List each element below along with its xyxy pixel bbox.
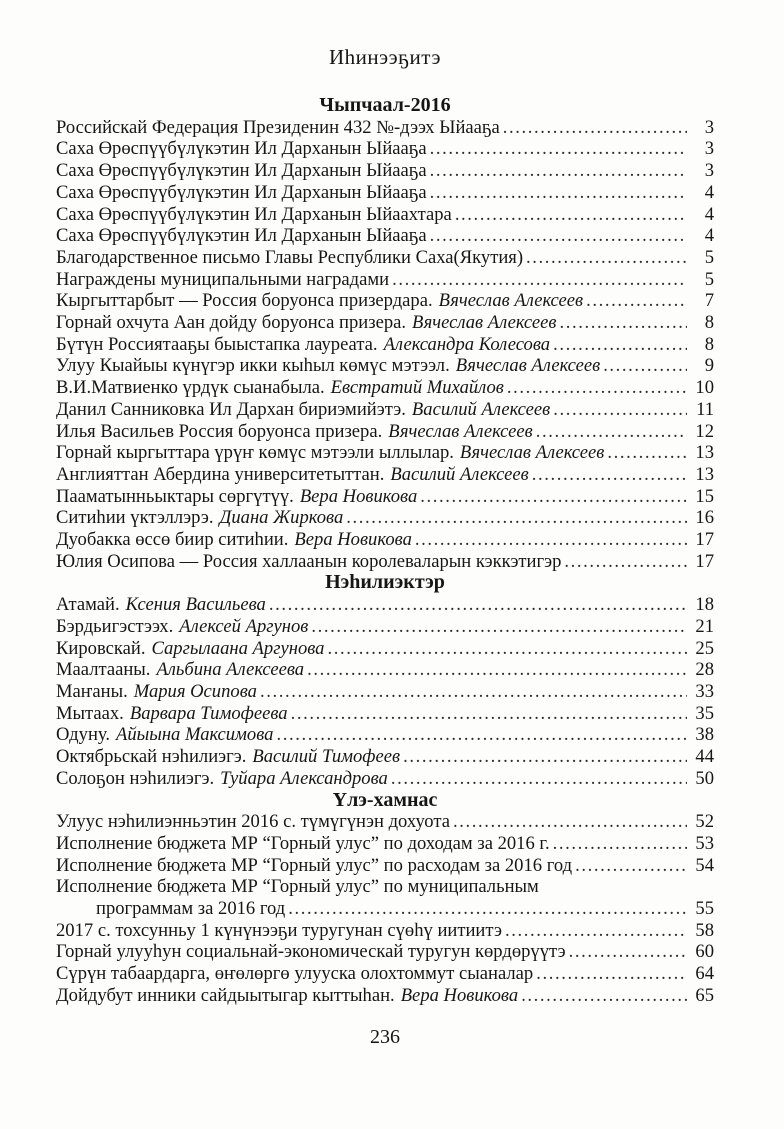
- entry-title: Горнай охчута Аан дойду боруонса призера.: [56, 312, 407, 334]
- toc-entry: [56, 920, 714, 942]
- entry-author: Алексей Аргунов: [179, 615, 309, 637]
- entry-title: Дуобакка өссө биир ситиһии.: [56, 529, 289, 551]
- dot-leader: [536, 963, 687, 985]
- entry-page-number: 18: [695, 594, 714, 616]
- toc-entry: [56, 833, 714, 855]
- entry-title: Атамай.: [56, 594, 120, 616]
- entry-page-number: 65: [695, 984, 714, 1006]
- entry-title: Исполнение бюджета МР “Горный улус” по расходам за 2016 год: [56, 854, 573, 876]
- entry-author: Саргылаана Аргунова: [151, 637, 325, 659]
- dot-leader: [532, 464, 687, 486]
- toc-entry: [56, 941, 714, 963]
- entry-author: Вячеслав Алексеев: [438, 290, 584, 312]
- toc-entry: [56, 204, 714, 226]
- entry-title: Ситиһии үктэллэрэ.: [56, 507, 214, 529]
- dot-leader: [327, 638, 687, 660]
- entry-title: Горнай кыргыттара үрүҥ көмүс мэтээли ыллылар.: [56, 442, 454, 464]
- entry-title: Сүрүн табаардарга, өҥөлөргө улууска олохтоммут сыаналар: [56, 963, 534, 985]
- dot-leader: [430, 138, 687, 160]
- entry-page-number: 16: [695, 507, 714, 529]
- toc-entry: [56, 334, 714, 356]
- entry-page-number: 11: [696, 398, 714, 420]
- toc-entry: [56, 182, 714, 204]
- entry-page-number: 58: [695, 919, 714, 941]
- entry-author: Василий Алексеев: [411, 398, 551, 420]
- entry-title: 2017 с. тохсунньу 1 күнүнээҕи туругунан сүөһү иитиитэ: [56, 919, 502, 941]
- entry-page-number: 12: [695, 420, 714, 442]
- toc-entry: [56, 355, 714, 377]
- dot-leader: [346, 507, 687, 529]
- entry-author: Туйара Александрова: [220, 767, 388, 789]
- entry-page-number: 4: [704, 181, 714, 203]
- entry-page-number: 3: [704, 116, 714, 138]
- toc-entry: [56, 269, 714, 291]
- entry-title: Илья Васильев Россия боруонса призера.: [56, 420, 383, 442]
- toc-entry: [56, 290, 714, 312]
- entry-page-number: 4: [704, 203, 714, 225]
- entry-title: Кировскай.: [56, 637, 146, 659]
- toc-entry: [56, 768, 714, 790]
- toc-entry: [56, 117, 714, 139]
- toc-entry: [56, 724, 714, 746]
- toc-entry: [56, 551, 714, 573]
- dot-leader: [553, 334, 687, 356]
- entry-author: Василий Алексеев: [390, 463, 529, 485]
- toc-entry: [56, 421, 714, 443]
- entry-title: Юлия Осипова — Россия халлаанын королеваларын кэккэтигэр: [56, 550, 562, 572]
- entry-page-number: 9: [704, 355, 714, 377]
- dot-leader: [311, 616, 687, 638]
- entry-title: Англияттан Абердина университетыттан.: [56, 463, 385, 485]
- toc-entry: [56, 616, 714, 638]
- entry-author: Вячеслав Алексеев: [388, 420, 533, 442]
- entry-title: Саха Өрөспүүбүлүкэтин Ил Дарханын Ыйааҕа: [56, 138, 427, 160]
- dot-leader: [453, 811, 687, 833]
- entry-author: Вера Новикова: [299, 485, 418, 507]
- toc-entry: [56, 963, 714, 985]
- dot-leader: [455, 204, 687, 226]
- entry-author: Василий Тимофеев: [252, 746, 401, 768]
- entry-title: Саха Өрөспүүбүлүкэтин Ил Дарханын Ыйааҕа: [56, 160, 427, 182]
- entry-page-number: 35: [695, 702, 714, 724]
- entry-title: Бүтүн Россиятааҕы быыстапка лауреата.: [56, 333, 378, 355]
- entry-author: Вячеслав Алексеев: [412, 312, 557, 334]
- dot-leader: [575, 855, 687, 877]
- entry-page-number: 13: [695, 442, 714, 464]
- toc-entry: [56, 247, 714, 269]
- toc-entry: [56, 898, 714, 920]
- dot-leader: [560, 312, 688, 334]
- toc-entry: [56, 312, 714, 334]
- dot-leader: [288, 898, 687, 920]
- entry-page-number: 64: [695, 963, 714, 985]
- section-header: Үлэ-хамнас: [332, 788, 438, 811]
- entry-page-number: 17: [695, 529, 714, 551]
- entry-page-number: 54: [695, 854, 714, 876]
- entry-page-number: 15: [695, 485, 714, 507]
- entry-title: Улуус нэһилиэнньэтин 2016 с. түмүгүнэн дохуота: [56, 811, 450, 833]
- dot-leader: [569, 941, 687, 963]
- entry-title: Октябрьскай нэһилиэгэ.: [56, 746, 247, 768]
- entry-author: Евстратий Михайлов: [330, 377, 504, 399]
- entry-title: В.И.Матвиенко үрдүк сыанабыла.: [56, 377, 325, 399]
- toc-entry: [56, 225, 714, 247]
- toc-entry: [56, 529, 714, 551]
- entry-title: Благодарственное письмо Главы Республики Саха(Якутия): [56, 246, 524, 268]
- entry-page-number: 13: [695, 463, 714, 485]
- entry-title: Пааматынньыктары сөргүтүү.: [56, 485, 294, 507]
- dot-leader: [564, 551, 687, 573]
- toc-entry: [56, 638, 714, 660]
- entry-title: Улуу Кыайыы күнүгэр икки кыһыл көмүс мэтээл.: [56, 355, 450, 377]
- toc-entry: [56, 681, 714, 703]
- dot-leader: [505, 920, 687, 942]
- page-title: Иһинээҕитэ: [329, 45, 441, 69]
- table-of-contents: [56, 95, 714, 1007]
- dot-leader: [526, 247, 687, 269]
- dot-leader: [553, 833, 687, 855]
- entry-author: Варвара Тимофеева: [129, 702, 288, 724]
- entry-page-number: 17: [695, 550, 714, 572]
- toc-entry: [56, 876, 714, 898]
- entry-title: Кыргыттарбыт — Россия боруонса призердара.: [56, 290, 433, 312]
- toc-entry: [56, 442, 714, 464]
- entry-title: Мытаах.: [56, 702, 124, 724]
- entry-author: Вячеслав Алексеев: [459, 442, 605, 464]
- dot-leader: [391, 768, 687, 790]
- dot-leader: [603, 355, 687, 377]
- dot-leader: [420, 486, 687, 508]
- entry-title: Исполнение бюджета МР “Горный улус” по доходам за 2016 г.: [56, 832, 550, 854]
- entry-page-number: 21: [695, 615, 714, 637]
- entry-title: Маҥаны.: [56, 680, 128, 702]
- entry-page-number: 50: [695, 767, 714, 789]
- entry-title: Данил Санниковка Ил Дархан бириэмийэтэ.: [56, 398, 406, 420]
- section-header: Чыпчаал-2016: [319, 94, 451, 116]
- entry-page-number: 3: [704, 138, 714, 160]
- entry-author: Мария Осипова: [133, 680, 257, 702]
- toc-entry: [56, 138, 714, 160]
- entry-page-number: 10: [695, 377, 714, 399]
- entry-author: Альбина Алексеева: [156, 659, 305, 681]
- dot-leader: [536, 421, 687, 443]
- entry-author: Айыына Максимова: [115, 724, 274, 746]
- entry-page-number: 5: [704, 268, 714, 290]
- dot-leader: [553, 399, 687, 421]
- entry-page-number: 60: [695, 941, 714, 963]
- entry-page-number: 28: [695, 659, 714, 681]
- dot-leader: [392, 269, 687, 291]
- section-header: Нэһилиэктэр: [325, 571, 445, 594]
- entry-title: Маалтааны.: [56, 659, 151, 681]
- entry-title: Солоҕон нэһилиэгэ.: [56, 767, 215, 789]
- entry-author: Вера Новикова: [294, 529, 412, 551]
- entry-page-number: 5: [704, 246, 714, 268]
- toc-entry: [56, 746, 714, 768]
- entry-title: Исполнение бюджета МР “Горный улус” по муниципальным: [56, 876, 539, 898]
- entry-title: Бэрдьигэстээх.: [56, 615, 174, 637]
- entry-author: Вячеслав Алексеев: [455, 355, 601, 377]
- dot-leader: [430, 182, 687, 204]
- entry-page-number: 53: [695, 832, 714, 854]
- toc-entry: [56, 985, 714, 1007]
- dot-leader: [291, 703, 687, 725]
- entry-title: программам за 2016 год: [96, 898, 286, 920]
- toc-entry: [56, 486, 714, 508]
- entry-page-number: 4: [704, 225, 714, 247]
- dot-leader: [269, 594, 687, 616]
- entry-author: Александра Колесова: [383, 333, 551, 355]
- entry-page-number: 44: [695, 746, 714, 768]
- entry-title: Дойдубут инники сайдыытыгар кыттыһан.: [56, 984, 395, 1006]
- dot-leader: [430, 225, 687, 247]
- toc-entry: [56, 855, 714, 877]
- dot-leader: [586, 290, 687, 312]
- entry-page-number: 8: [704, 333, 714, 355]
- entry-page-number: 55: [695, 898, 714, 920]
- entry-page-number: 8: [704, 312, 714, 334]
- dot-leader: [276, 724, 687, 746]
- entry-author: Вера Новикова: [400, 984, 519, 1006]
- entry-title: Саха Өрөспүүбүлүкэтин Ил Дарханын Ыйаахтара: [56, 203, 452, 225]
- dot-leader: [307, 659, 687, 681]
- entry-page-number: 33: [695, 680, 714, 702]
- toc-entry: [56, 160, 714, 182]
- entry-page-number: 3: [704, 160, 714, 182]
- dot-leader: [415, 529, 687, 551]
- dot-leader: [260, 681, 687, 703]
- entry-title: Саха Өрөспүүбүлүкэтин Ил Дарханын Ыйааҕа: [56, 181, 427, 203]
- dot-leader: [430, 160, 687, 182]
- entry-page-number: 7: [704, 290, 714, 312]
- entry-title: Одуну.: [56, 724, 110, 746]
- toc-entry: [56, 703, 714, 725]
- dot-leader: [607, 442, 687, 464]
- dot-leader: [503, 117, 687, 139]
- toc-entry: [56, 811, 714, 833]
- dot-leader: [507, 377, 687, 399]
- dot-leader: [403, 746, 687, 768]
- toc-entry: [56, 594, 714, 616]
- entry-title: Горнай улууһун социальнай-экономическай туругун көрдөрүүтэ: [56, 941, 566, 963]
- toc-entry: [56, 464, 714, 486]
- entry-page-number: 52: [695, 811, 714, 833]
- toc-entry: [56, 507, 714, 529]
- entry-page-number: 25: [695, 637, 714, 659]
- toc-entry: [56, 399, 714, 421]
- page-number: 236: [370, 1025, 400, 1048]
- entry-page-number: 38: [695, 724, 714, 746]
- entry-author: Диана Жиркова: [219, 507, 344, 529]
- entry-title: Саха Өрөспүүбүлүкэтин Ил Дарханын Ыйааҕа: [56, 225, 427, 247]
- entry-title: Награждены муниципальными наградами: [56, 268, 390, 290]
- dot-leader: [521, 985, 687, 1007]
- toc-entry: [56, 659, 714, 681]
- toc-entry: [56, 377, 714, 399]
- entry-author: Ксения Васильева: [125, 594, 266, 616]
- entry-title: Российскай Федерация Президенин 432 №-дээх Ыйааҕа: [56, 116, 500, 138]
